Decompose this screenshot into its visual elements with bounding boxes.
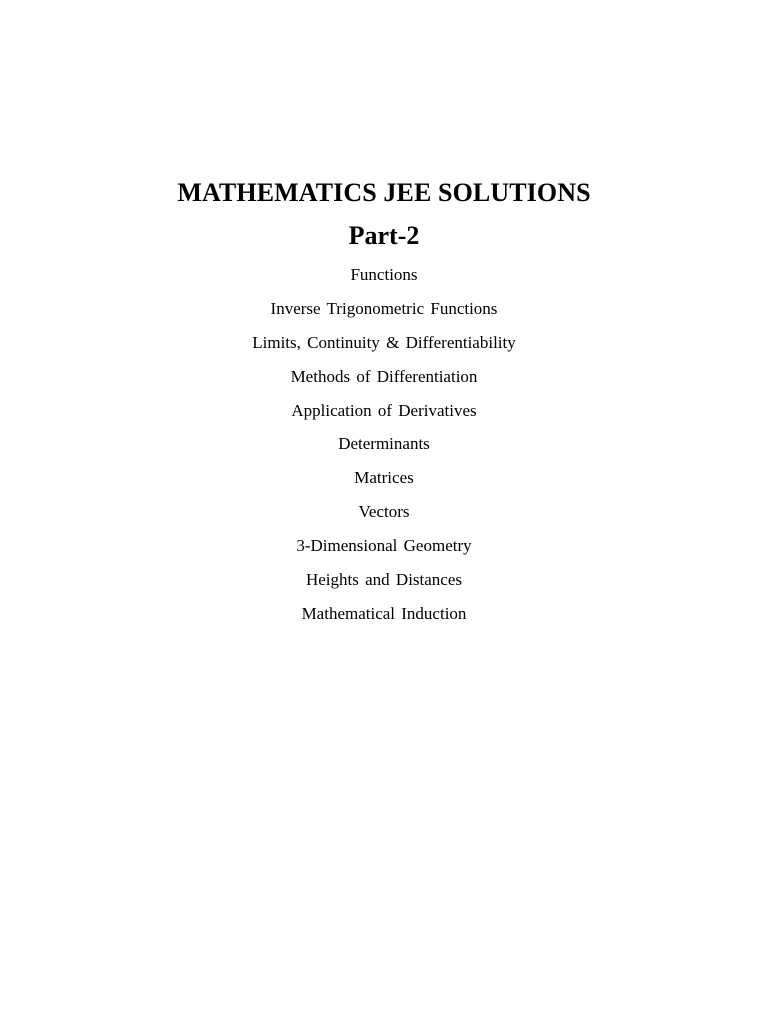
document-title: MATHEMATICS JEE SOLUTIONS	[177, 178, 591, 207]
topic-item-functions: Functions	[350, 265, 418, 284]
document-part-label: Part-2	[348, 221, 420, 250]
topic-item-inverse-trigonometric-functions: Inverse Trigonometric Functions	[270, 298, 498, 318]
topic-item-heights-and-distances: Heights and Distances	[305, 570, 463, 590]
topic-item-determinants: Determinants	[338, 434, 430, 454]
topic-item-application-of-derivatives: Application of Derivatives	[291, 400, 477, 420]
topic-item-limits-continuity-differentiability: Limits, Continuity & Differentiability	[252, 332, 516, 352]
topic-item-methods-of-differentiation: Methods of Differentiation	[290, 366, 478, 386]
topic-item-matrices: Matrices	[354, 468, 414, 488]
topic-list	[0, 264, 768, 637]
topic-item-3-dimensional-geometry: 3-Dimensional Geometry	[296, 536, 472, 556]
topic-item-vectors: Vectors	[358, 502, 410, 522]
topic-item-mathematical-induction: Mathematical Induction	[301, 603, 467, 623]
